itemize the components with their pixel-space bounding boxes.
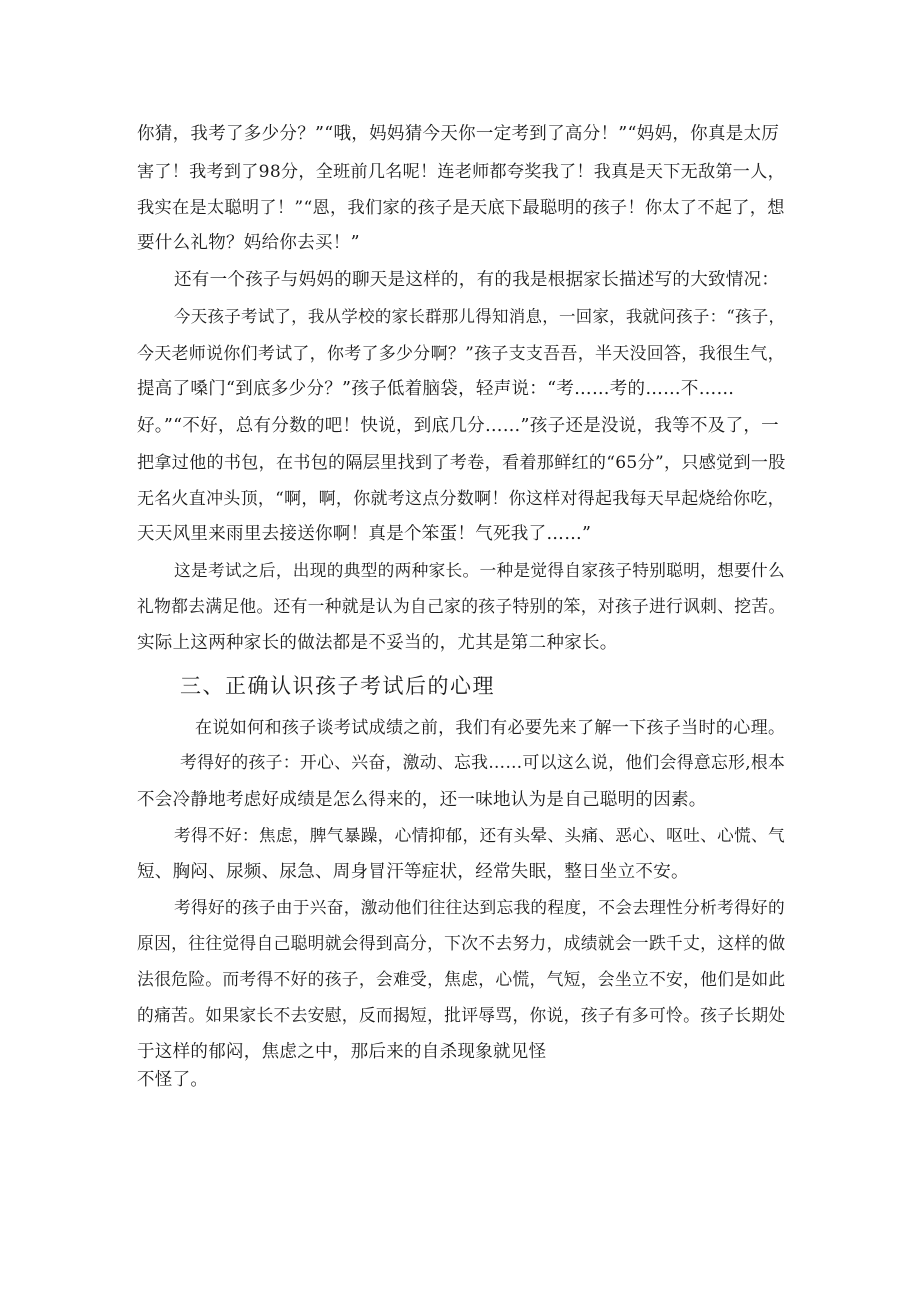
- p3-line-3: 提高了嗓门“到底多少分？”孩子低着脑袋，轻声说：“考……考的……不……: [137, 379, 735, 399]
- p3-line-1: 今天孩子考试了，我从学校的家长群那儿得知消息，一回家，我就问孩子：“孩子，: [174, 307, 786, 326]
- p8-line-1: 考得好的孩子由于兴奋，激动他们往往达到忘我的程度，不会去理性分析考得好的: [174, 898, 785, 917]
- p6-line-1: 考得好的孩子：开心、兴奋，激动、忘我……可以这么说，他们会得意忘形,根本: [180, 752, 786, 772]
- p3-line-2: 今天老师说你们考试了，你考了多少分啊？”孩子支支吾吾，半天没回答，我很生气，: [137, 344, 785, 364]
- p3-line-4: 好。”“不好，总有分数的吧！快说，到底几分……”孩子还是没说，我等不及了，一: [137, 416, 779, 436]
- p3-line-6: 无名火直冲头顶，“啊，啊，你就考这点分数啊！你这样对得起我每天早起烧给你吃，: [137, 489, 785, 509]
- p7-line-2: 短、胸闷、尿频、尿急、周身冒汗等症状，经常失眠，整日坐立不安。: [137, 862, 689, 882]
- p1-line-2: 害了！我考到了98分，全班前几名呢！连老师都夸奖我了！我真是天下无敌第一人，: [137, 162, 785, 182]
- p4-line-3: 实际上这两种家长的做法都是不妥当的，尤其是第二种家长。: [137, 633, 618, 653]
- p2-line-1: 还有一个孩子与妈妈的聊天是这样的，有的我是根据家长描述写的大致情况：: [174, 270, 780, 290]
- p8-line-5: 于这样的郁闷，焦虑之中，那后来的自杀现象就见怪: [137, 1042, 547, 1062]
- p1-line-4: 要什么礼物？妈给你去买！”: [137, 233, 360, 253]
- section-heading: 三、正确认识孩子考试后的心理: [180, 674, 495, 698]
- p4-line-1: 这是考试之后，出现的典型的两种家长。一种是觉得自家孩子特别聪明，想要什么: [174, 561, 785, 580]
- p8-line-3: 法很危险。而考得不好的孩子，会难受，焦虑，心慌，气短，会坐立不安，他们是如此: [137, 969, 786, 989]
- p1-line-1: 你猜，我考了多少分？”“哦，妈妈猜今天你一定考到了高分！”“妈妈，你真是太厉: [137, 124, 780, 144]
- p5-line-1: 在说如何和孩子谈考试成绩之前，我们有必要先来了解一下孩子当时的心理。: [195, 718, 786, 738]
- p8-line-6: 不怪了。: [137, 1070, 209, 1090]
- p6-line-2: 不会冷静地考虑好成绩是怎么得来的，还一味地认为是自己聪明的因素。: [137, 790, 707, 810]
- p7-line-1: 考得不好：焦虑，脾气暴躁，心情抑郁，还有头晕、头痛、恶心、呕吐、心慌、气: [174, 826, 785, 845]
- p3-line-5: 把拿过他的书包，在书包的隔层里找到了考卷，看着那鲜红的“65分”，只感觉到一股: [137, 453, 786, 473]
- p8-line-2: 原因，往往觉得自己聪明就会得到高分，下次不去努力，成绩就会一跌千丈，这样的做: [137, 933, 786, 953]
- p4-line-2: 礼物都去满足他。还有一种就是认为自己家的孩子特别的笨，对孩子进行讽刺、挖苦。: [137, 596, 786, 616]
- p3-line-7: 天天风里来雨里去接送你啊！真是个笨蛋！气死我了……”: [137, 524, 592, 544]
- p8-line-4: 的痛苦。如果家长不去安慰，反而揭短，批评辱骂，你说，孩子有多可怜。孩子长期处: [137, 1005, 786, 1025]
- p1-line-3: 我实在是太聪明了！”“恩，我们家的孩子是天底下最聪明的孩子！你太了不起了，想: [137, 198, 785, 218]
